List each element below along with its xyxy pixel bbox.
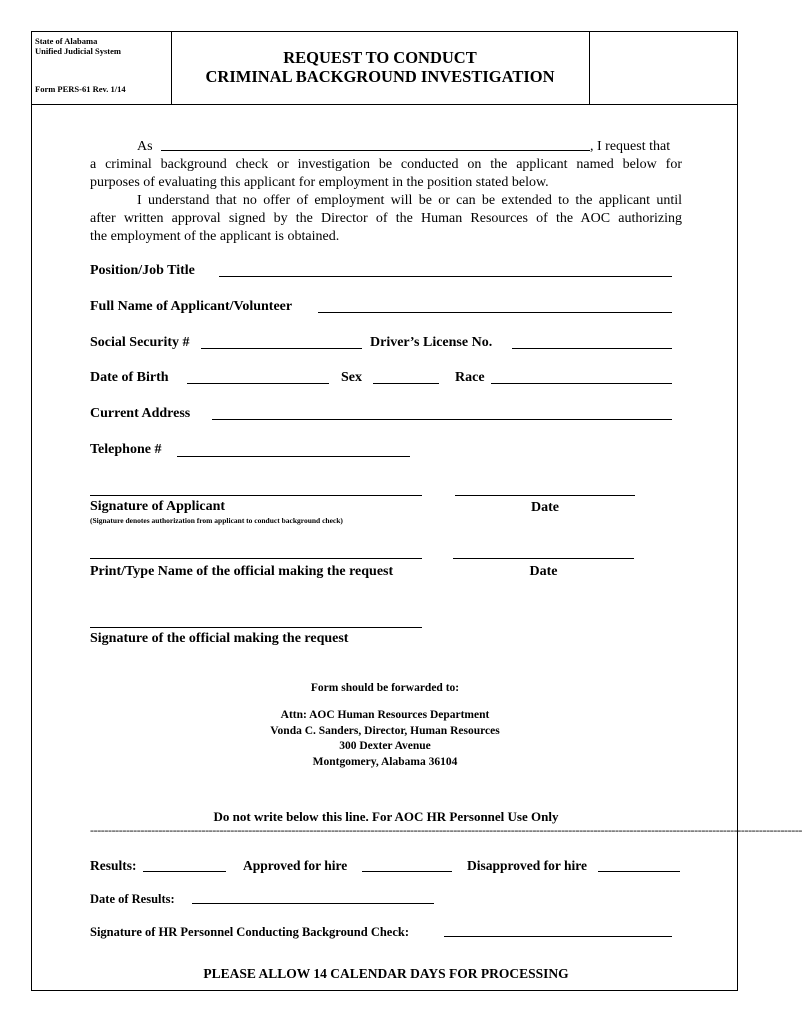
applicant-signature-label: Signature of Applicant — [90, 499, 226, 514]
org-line2: Unified Judicial System — [35, 46, 121, 56]
header-divider — [31, 104, 738, 105]
applicant-signature-note: (Signature denotes authorization from applicant to conduct background check) — [90, 516, 343, 525]
requester-name-line[interactable] — [161, 150, 590, 151]
approved-field[interactable] — [362, 871, 452, 872]
forward-line3: 300 Dexter Avenue — [339, 740, 431, 752]
ssn-field[interactable] — [201, 348, 362, 349]
forward-address — [180, 708, 590, 770]
race-field[interactable] — [491, 383, 672, 384]
intro-line4: I understand that no offer of employment will be or can be extended to the applicant until — [137, 193, 682, 208]
full-name-label: Full Name of Applicant/Volunteer — [90, 299, 293, 314]
telephone-label: Telephone # — [90, 442, 162, 457]
official-name-label: Print/Type Name of the official making the request — [90, 564, 394, 579]
forward-line4: Montgomery, Alabama 36104 — [312, 755, 458, 768]
intro-line3: purposes of evaluating this applicant for employment in the position stated below. — [90, 175, 549, 190]
sex-field[interactable] — [373, 383, 439, 384]
dob-field[interactable] — [187, 383, 329, 384]
address-label: Current Address — [90, 406, 191, 421]
forward-line1: Attn: AOC Human Resources Department — [280, 709, 490, 721]
intro-as: As — [137, 139, 153, 154]
intro-line1-end: , I request that — [590, 139, 671, 154]
disapproved-field[interactable] — [598, 871, 680, 872]
sex-label: Sex — [341, 370, 362, 385]
hr-signature-label: Signature of HR Personnel Conducting Background Check: — [90, 925, 410, 939]
telephone-field[interactable] — [177, 456, 410, 457]
cut-line: ------------------------------------------------------------------------------------------------------------------------------------------------------------------------------------------------------ — [90, 823, 802, 837]
org-line1: State of Alabama — [35, 36, 98, 46]
intro-line6: the employment of the applicant is obtained. — [90, 229, 340, 244]
position-field[interactable] — [219, 276, 672, 277]
results-field[interactable] — [143, 871, 226, 872]
dl-field[interactable] — [512, 348, 672, 349]
results-label: Results: — [90, 858, 137, 873]
hr-signature-field[interactable] — [444, 936, 672, 937]
official-signature-line[interactable] — [90, 627, 422, 628]
header-divider-right — [589, 31, 590, 104]
applicant-date-line[interactable] — [455, 495, 635, 496]
position-label: Position/Job Title — [90, 263, 195, 278]
title-line1: REQUEST TO CONDUCT — [283, 48, 477, 67]
intro-line5: after written approval signed by the Director of the Human Resources of the AOC authorizing — [90, 211, 682, 226]
applicant-signature-line[interactable] — [90, 495, 422, 496]
title-line2: CRIMINAL BACKGROUND INVESTIGATION — [205, 67, 555, 86]
form-number: Form PERS-61 Rev. 1/14 — [35, 84, 126, 94]
full-name-field[interactable] — [318, 312, 672, 313]
date-of-results-field[interactable] — [192, 903, 434, 904]
intro-line2: a criminal background check or investigation be conducted on the applicant named below for — [90, 157, 682, 172]
official-date-label: Date — [529, 564, 558, 579]
official-date-line[interactable] — [453, 558, 634, 559]
applicant-date-label: Date — [531, 500, 559, 515]
official-name-line[interactable] — [90, 558, 422, 559]
ssn-label: Social Security # — [90, 335, 190, 350]
approved-label: Approved for hire — [243, 858, 348, 873]
forward-heading: Form should be forwarded to: — [310, 682, 460, 694]
processing-notice: PLEASE ALLOW 14 CALENDAR DAYS FOR PROCESSING — [203, 966, 569, 981]
dob-label: Date of Birth — [90, 370, 169, 385]
disapproved-label: Disapproved for hire — [467, 858, 588, 873]
hr-notice: Do not write below this line. For AOC HR Personnel Use Only — [213, 809, 559, 824]
org-name — [35, 36, 121, 56]
date-of-results-label: Date of Results: — [90, 892, 175, 906]
address-field[interactable] — [212, 419, 672, 420]
race-label: Race — [455, 370, 485, 385]
official-signature-label: Signature of the official making the request — [90, 631, 349, 646]
forward-line2: Vonda C. Sanders, Director, Human Resources — [270, 724, 500, 737]
dl-label: Driver’s License No. — [370, 335, 493, 350]
form-title — [172, 48, 588, 86]
